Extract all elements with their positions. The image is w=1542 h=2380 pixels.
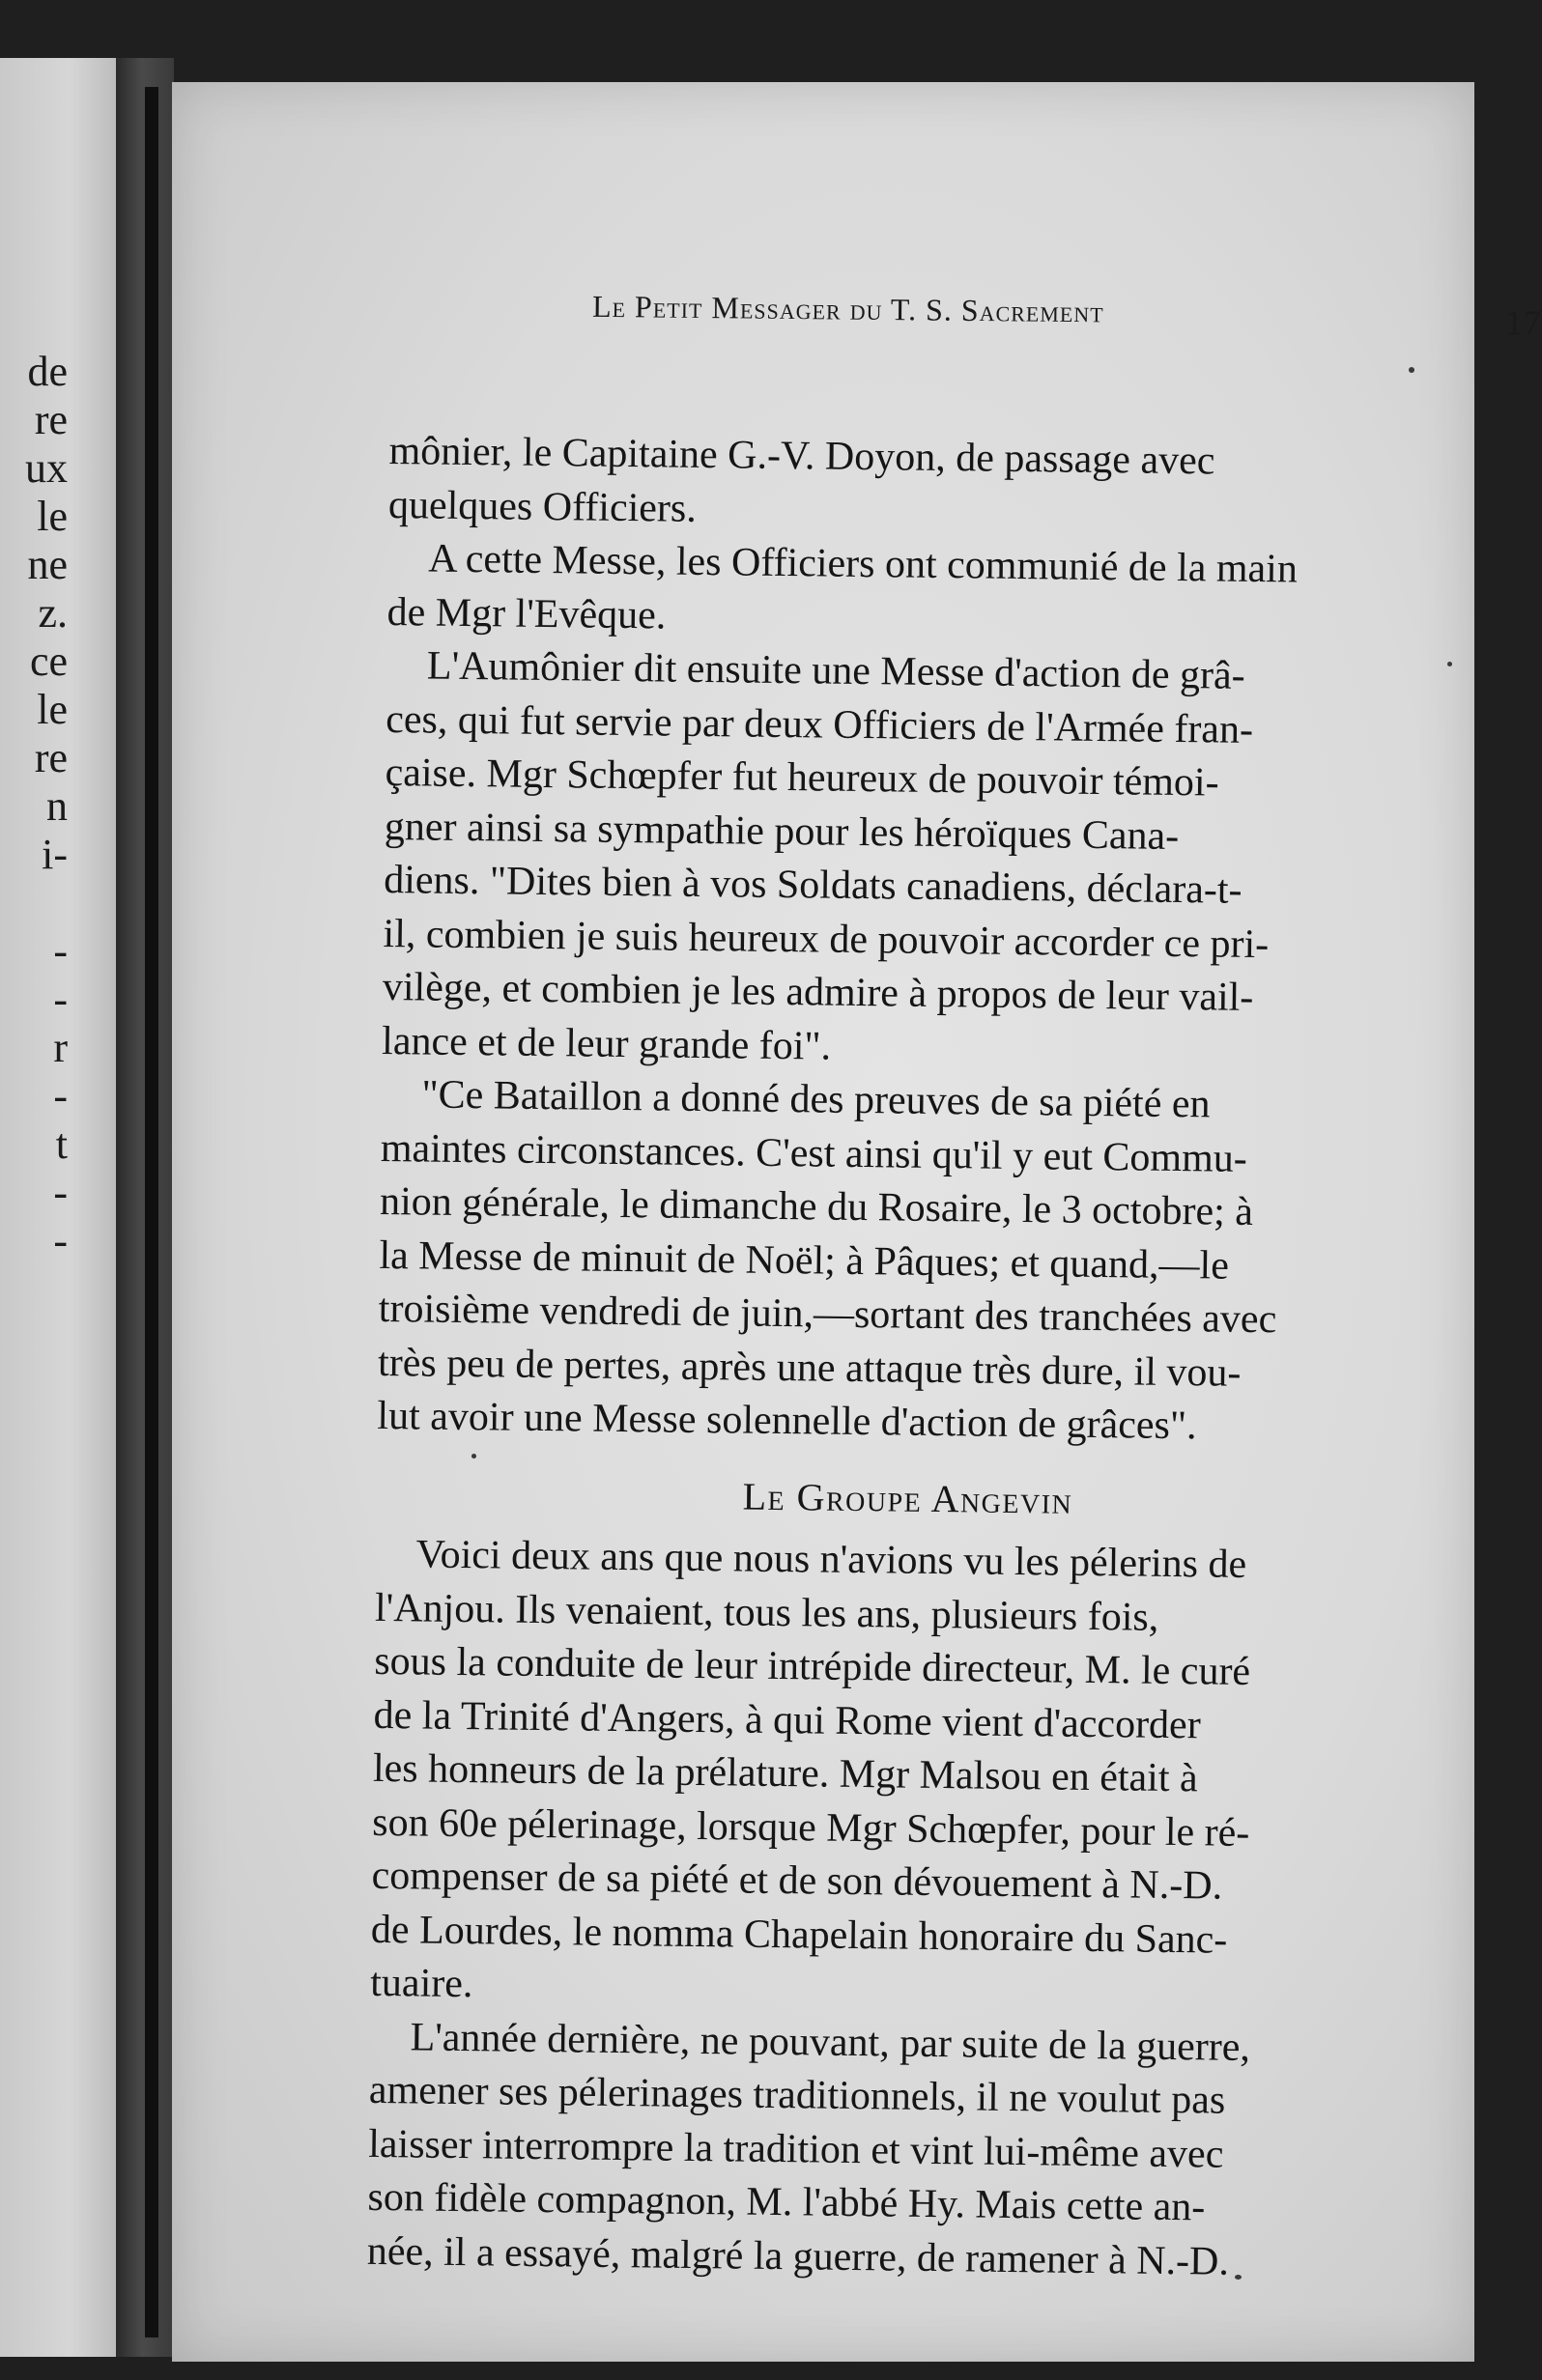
- binding-shadow: [145, 87, 158, 2338]
- left-fragment: ne: [27, 541, 68, 588]
- page-number: 17: [1504, 302, 1542, 343]
- text-line: l'Anjou. Ils venaient, tous les ans, plusieurs fois,: [374, 1585, 1159, 1640]
- text-line: tuaire.: [370, 1960, 473, 2007]
- left-fragment: r: [53, 1024, 68, 1071]
- left-fragment: re: [34, 396, 68, 443]
- text-line: vilège, et combien je les admire à propos de leur vail-: [382, 964, 1254, 1020]
- left-fragment: [0, 879, 116, 927]
- text-line: compenser de sa piété et de son dévouement à N.-D.: [371, 1853, 1223, 1909]
- running-head: [423, 287, 1542, 345]
- text-line: gner ainsi sa sympathie pour les héroïques Cana-: [384, 804, 1180, 859]
- body-text: [367, 425, 1452, 2291]
- text-line: mônier, le Capitaine G.-V. Doyon, de passage avec: [388, 428, 1215, 484]
- text-line: la Messe de minuit de Noël; à Pâques; et quand,—le: [379, 1232, 1230, 1289]
- left-fragment: ce: [29, 638, 68, 685]
- running-title: Le Petit Messager du T. S. Sacrement: [591, 288, 1104, 329]
- text-line: ces, qui fut servie par deux Officiers de l'Armée fran-: [385, 696, 1254, 752]
- text-line: "Ce Bataillon a donné des preuves de sa piété en: [421, 1072, 1211, 1127]
- paper-speck: [471, 1454, 476, 1459]
- text-line: quelques Officiers.: [387, 482, 698, 531]
- text-line: il, combien je suis heureux de pouvoir accorder ce pri-: [383, 911, 1270, 967]
- left-fragment: z.: [38, 589, 68, 637]
- left-fragment: -: [53, 1217, 68, 1264]
- left-fragment: le: [37, 493, 68, 540]
- text-line: Voici deux ans que nous n'avions vu les pélerins de: [415, 1532, 1247, 1587]
- text-line: laisser interrompre la tradition et vint lui-même avec: [367, 2121, 1224, 2177]
- book-page: [172, 82, 1542, 2362]
- text-line: née, il a essayé, malgré la guerre, de ramener à N.-D.: [366, 2228, 1230, 2284]
- text-line: son fidèle compagnon, M. l'abbé Hy. Mais cette an-: [367, 2174, 1206, 2230]
- left-fragment: -: [53, 976, 68, 1023]
- left-fragment: -: [53, 1169, 68, 1216]
- text-line: sous la conduite de leur intrépide directeur, M. le curé: [374, 1638, 1251, 1694]
- text-line: L'Aumônier dit ensuite une Messe d'action de grâ-: [426, 643, 1245, 698]
- left-fragment: -: [53, 927, 68, 975]
- text-line: de Mgr l'Evêque.: [386, 589, 667, 638]
- text-line: de Lourdes, le nomma Chapelain honoraire du Sanc-: [370, 1907, 1228, 1963]
- section-heading: Le Groupe Angevin: [742, 1474, 1073, 1522]
- paper-speck: [1447, 662, 1452, 666]
- left-fragment: i-: [42, 831, 68, 878]
- text-line: lut avoir une Messe solennelle d'action de grâces".: [377, 1393, 1197, 1449]
- paper-speck: [1409, 367, 1414, 373]
- text-line: son 60e pélerinage, lorsque Mgr Schœpfer, pour le ré-: [372, 1799, 1250, 1856]
- left-page-text-fragments: [0, 348, 116, 1265]
- left-fragment: t: [55, 1120, 68, 1168]
- text-line: çaise. Mgr Schœpfer fut heureux de pouvoir témoi-: [385, 750, 1219, 806]
- text-line: les honneurs de la prélature. Mgr Malsou en était à: [372, 1745, 1198, 1801]
- text-line: L'année dernière, ne pouvant, par suite de la guerre,: [410, 2014, 1251, 2070]
- text-line: amener ses pélerinages traditionnels, il ne voulut pas: [368, 2067, 1226, 2123]
- text-line: maintes circonstances. C'est ainsi qu'il y eut Commu-: [380, 1125, 1248, 1181]
- left-fragment: ux: [25, 444, 68, 492]
- text-line: diens. "Dites bien à vos Soldats canadiens, déclara-t-: [383, 857, 1242, 913]
- left-fragment: le: [37, 686, 68, 733]
- left-fragment: n: [46, 782, 68, 830]
- left-facing-page: [0, 58, 116, 2357]
- text-line: lance et de leur grande foi".: [381, 1018, 832, 1069]
- paper-speck: [1235, 2275, 1242, 2280]
- text-line: A cette Messe, les Officiers ont communié de la main: [428, 536, 1299, 592]
- left-fragment: -: [53, 1072, 68, 1119]
- text-line: de la Trinité d'Angers, à qui Rome vient d'accorder: [373, 1692, 1202, 1747]
- text-line: troisième vendredi de juin,—sortant des tranchées avec: [378, 1286, 1277, 1343]
- left-fragment: re: [34, 734, 68, 781]
- text-line: très peu de pertes, après une attaque très dure, il vou-: [377, 1340, 1242, 1396]
- left-fragment: de: [27, 348, 68, 395]
- text-line: nion générale, le dimanche du Rosaire, le 3 octobre; à: [379, 1178, 1254, 1234]
